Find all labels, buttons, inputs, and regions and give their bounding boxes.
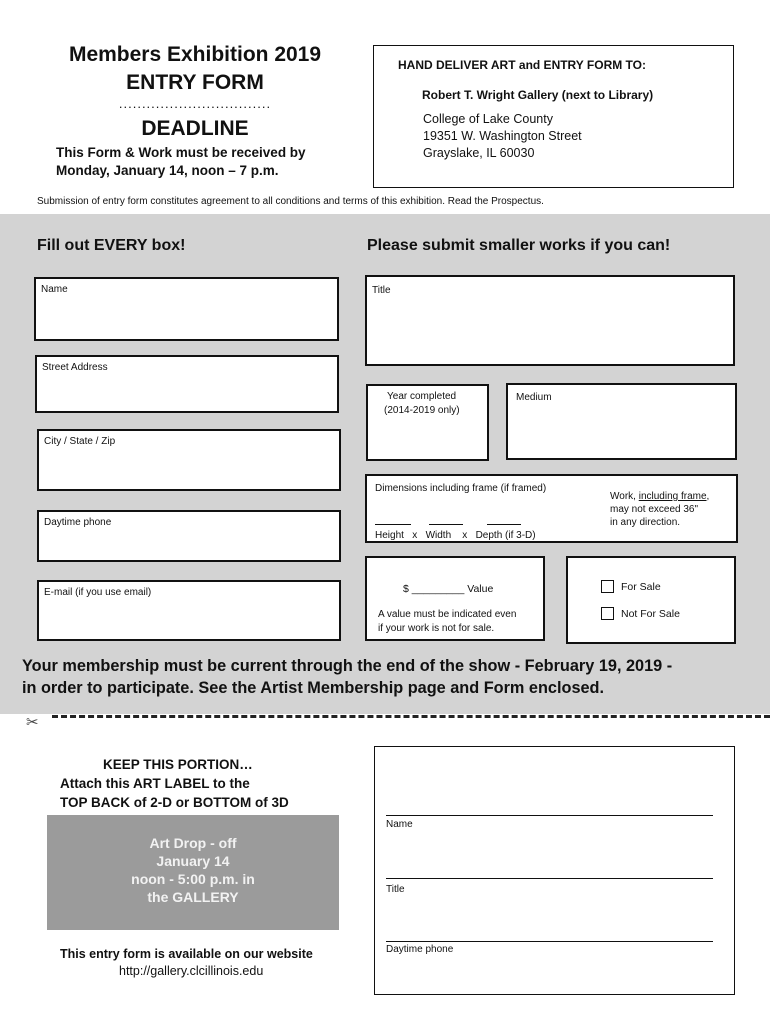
website-url[interactable]: http://gallery.clcillinois.edu xyxy=(119,964,264,978)
size-limit-line-2: may not exceed 36" xyxy=(610,504,699,515)
street-address-field[interactable] xyxy=(35,355,339,413)
daytime-phone-label: Daytime phone xyxy=(44,517,112,528)
for-sale-label: For Sale xyxy=(621,581,661,593)
delivery-address-box xyxy=(373,45,734,188)
label-name-caption: Name xyxy=(386,819,413,830)
daytime-phone-field[interactable] xyxy=(37,510,341,562)
depth-blank[interactable] xyxy=(487,524,521,525)
for-sale-checkbox[interactable] xyxy=(601,580,614,593)
size-limit-suffix: , xyxy=(706,491,710,502)
name-label: Name xyxy=(41,284,68,295)
label-name-line[interactable] xyxy=(386,815,713,816)
cut-line xyxy=(52,715,770,718)
gallery-name: Robert T. Wright Gallery (next to Library) xyxy=(422,88,654,102)
dropoff-line-4: the GALLERY xyxy=(147,889,239,905)
email-field[interactable] xyxy=(37,580,341,641)
year-completed-label: Year completed xyxy=(387,391,457,402)
city-state-zip-field[interactable] xyxy=(37,429,341,491)
size-limit-note xyxy=(610,490,709,529)
value-note-2: if your work is not for sale. xyxy=(378,623,495,634)
fill-every-box-heading: Fill out EVERY box! xyxy=(37,237,186,254)
deadline-text-2: Monday, January 14, noon – 7 p.m. xyxy=(56,163,279,178)
size-limit-line-3: in any direction. xyxy=(610,517,681,528)
name-field[interactable] xyxy=(34,277,339,341)
medium-label: Medium xyxy=(516,392,552,403)
keep-instruction-1: Attach this ART LABEL to the xyxy=(60,776,250,791)
label-phone-caption: Daytime phone xyxy=(386,944,454,955)
value-note-1: A value must be indicated even xyxy=(378,609,517,620)
width-blank[interactable] xyxy=(429,524,463,525)
size-limit-underlined: including frame xyxy=(638,491,707,502)
city-state-zip-label: City / State / Zip xyxy=(44,436,116,447)
dotted-divider: ................................. xyxy=(118,96,272,111)
deadline-text-1: This Form & Work must be received by xyxy=(56,145,306,160)
dimensions-label: Dimensions including frame (if framed) xyxy=(375,483,547,494)
not-for-sale-checkbox[interactable] xyxy=(601,607,614,620)
dropoff-line-2: January 14 xyxy=(156,853,230,869)
dimensions-axes-label: Height x Width x Depth (if 3-D) xyxy=(375,530,536,541)
dropoff-line-1: Art Drop - off xyxy=(149,835,237,851)
label-phone-line[interactable] xyxy=(386,941,713,942)
exhibition-title: Members Exhibition 2019 xyxy=(68,43,322,66)
website-note: This entry form is available on our website xyxy=(60,947,313,961)
deadline-heading: DEADLINE xyxy=(141,117,249,140)
deliver-heading: HAND DELIVER ART and ENTRY FORM TO: xyxy=(398,58,647,72)
year-completed-field[interactable] xyxy=(366,384,489,461)
keep-heading: KEEP THIS PORTION… xyxy=(103,757,253,772)
title-field[interactable] xyxy=(365,275,735,366)
value-field[interactable] xyxy=(365,556,545,641)
membership-notice-2: in order to participate. See the Artist Membership page and Form enclosed. xyxy=(22,679,605,697)
sale-status-box xyxy=(566,556,736,644)
label-title-caption: Title xyxy=(386,884,405,895)
title-label: Title xyxy=(372,285,391,296)
street-address-label: Street Address xyxy=(42,362,108,373)
label-title-line[interactable] xyxy=(386,878,713,879)
entry-form-title: ENTRY FORM xyxy=(126,71,264,94)
not-for-sale-label: Not For Sale xyxy=(621,608,680,620)
medium-field[interactable] xyxy=(506,383,737,460)
address-line-3: Grayslake, IL 60030 xyxy=(423,146,535,160)
membership-notice-1: Your membership must be current through the end of the show - February 19, 2019 - xyxy=(22,657,673,675)
dimensions-field[interactable] xyxy=(365,474,738,543)
email-label: E-mail (if you use email) xyxy=(44,587,152,598)
scissors-icon: ✂ xyxy=(26,714,39,731)
address-line-1: College of Lake County xyxy=(423,112,553,126)
agreement-note: Submission of entry form constitutes agreement to all conditions and terms of this exhibition. Read the Prospectus. xyxy=(37,196,544,207)
dropoff-line-3: noon - 5:00 p.m. in xyxy=(131,871,255,887)
year-range-label: (2014-2019 only) xyxy=(384,405,460,416)
height-blank[interactable] xyxy=(375,524,411,525)
art-label-card xyxy=(374,746,735,995)
submit-smaller-heading: Please submit smaller works if you can! xyxy=(367,237,671,254)
size-limit-prefix: Work, xyxy=(610,491,639,502)
value-label: $ _________ Value xyxy=(403,583,494,595)
art-dropoff-panel xyxy=(47,815,339,930)
keep-instruction-2: TOP BACK of 2-D or BOTTOM of 3D xyxy=(60,795,289,810)
address-line-2: 19351 W. Washington Street xyxy=(423,129,582,143)
